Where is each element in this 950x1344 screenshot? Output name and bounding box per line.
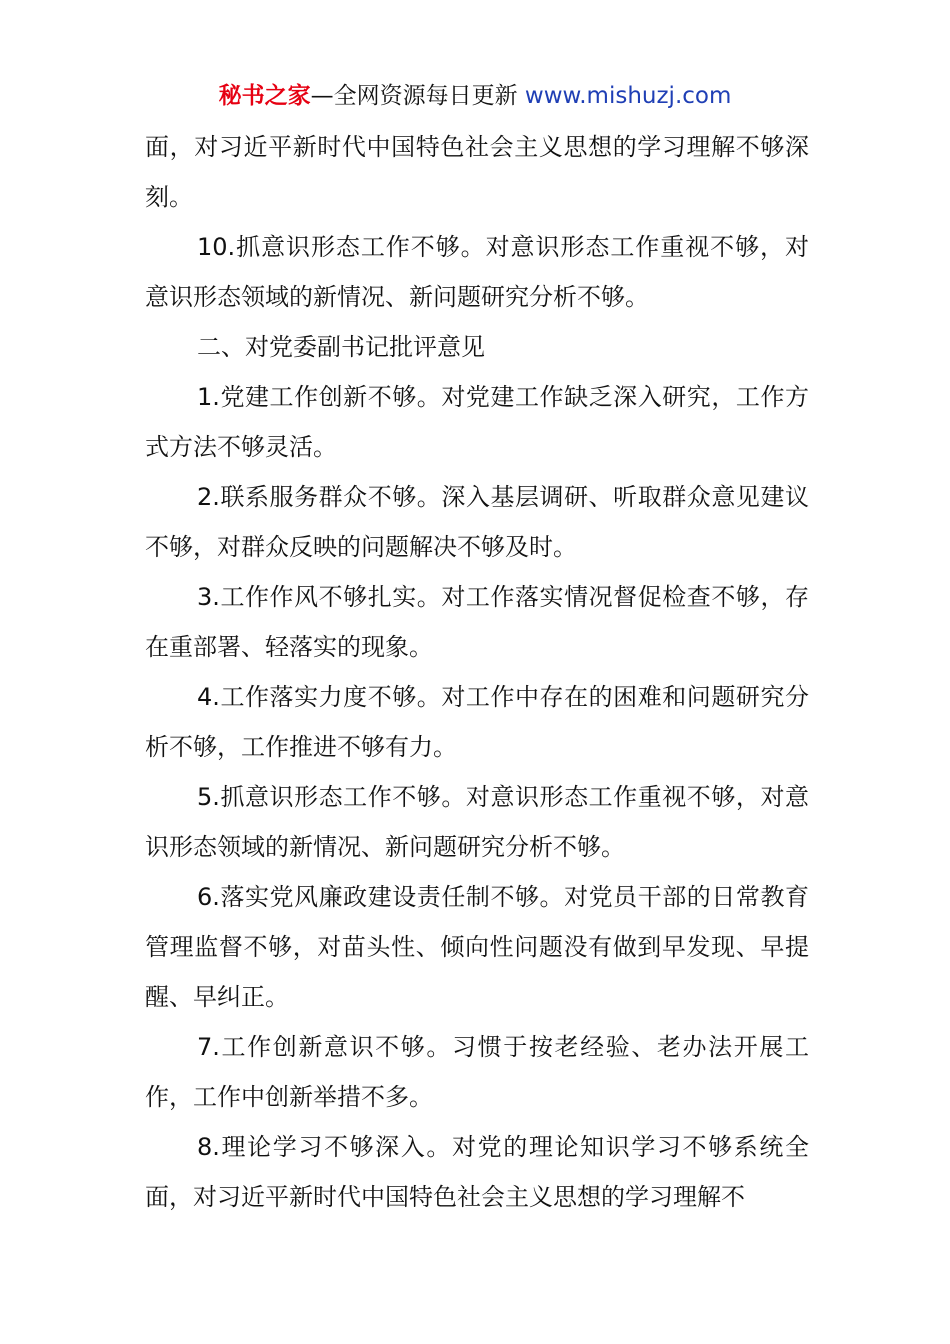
paragraph-item-7: 7.工作创新意识不够。习惯于按老经验、老办法开展工作，工作中创新举措不多。 — [145, 1033, 809, 1111]
paragraph-item-10: 10.抓意识形态工作不够。对意识形态工作重视不够，对意识形态领域的新情况、新问题研究分析不够。 — [145, 233, 809, 311]
document-body — [145, 122, 809, 1222]
paragraph-item-6: 6.落实党风廉政建设责任制不够。对党员干部的日常教育管理监督不够，对苗头性、倾向性问题没有做到早发现、早提醒、早纠正。 — [145, 883, 809, 1011]
paragraph-item-2: 2.联系服务群众不够。深入基层调研、听取群众意见建议不够，对群众反映的问题解决不够及时。 — [145, 483, 809, 561]
paragraph-item-8: 8.理论学习不够深入。对党的理论知识学习不够系统全面，对习近平新时代中国特色社会主义思想的学习理解不 — [145, 1133, 809, 1211]
paragraph-item-1: 1.党建工作创新不够。对党建工作缺乏深入研究，工作方式方法不够灵活。 — [145, 383, 809, 461]
paragraph-item-5: 5.抓意识形态工作不够。对意识形态工作重视不够，对意识形态领域的新情况、新问题研究分析不够。 — [145, 783, 809, 861]
paragraph-item-3: 3.工作作风不够扎实。对工作落实情况督促检查不够，存在重部署、轻落实的现象。 — [145, 583, 809, 661]
page-header — [0, 80, 950, 112]
header-brand: 秘书之家 — [218, 83, 311, 109]
header-url-link[interactable]: www.mishuzj.com — [524, 83, 732, 109]
header-tagline: —全网资源每日更新 — [310, 83, 518, 109]
paragraph-continuation: 面，对习近平新时代中国特色社会主义思想的学习理解不够深刻。 — [145, 133, 809, 211]
section-heading: 二、对党委副书记批评意见 — [197, 333, 485, 361]
paragraph-item-4: 4.工作落实力度不够。对工作中存在的困难和问题研究分析不够，工作推进不够有力。 — [145, 683, 809, 761]
